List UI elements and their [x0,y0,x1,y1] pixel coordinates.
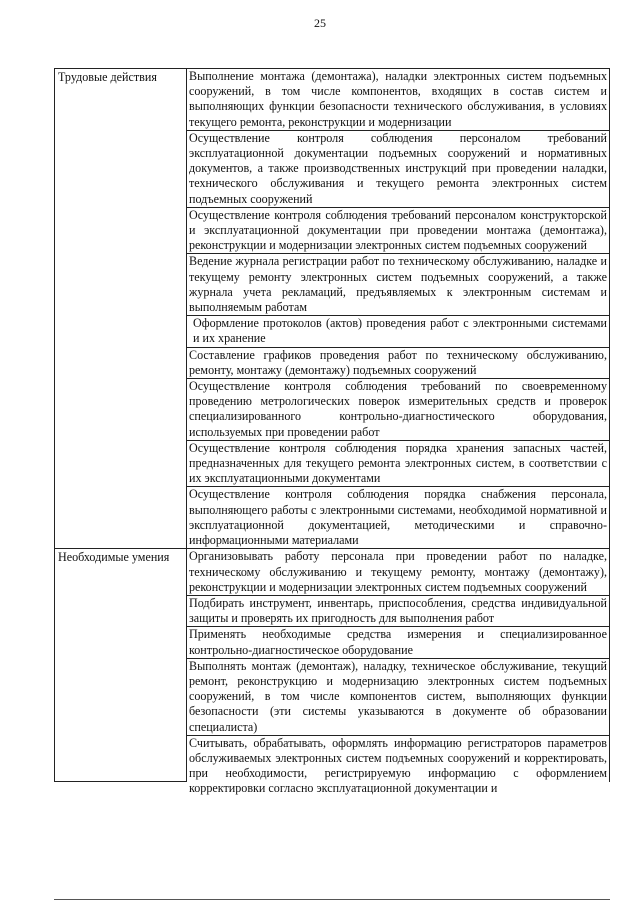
table-row [55,69,610,131]
table-cell: Оформление протоколов (актов) проведения работ с электронными системами и их хранение [187,316,610,347]
competency-table [54,68,610,796]
table-cell: Осуществление контроля соблюдения требований персоналом конструкторской и эксплуатационной документации при проведении монтажа (демонтажа), реконструкции и модернизации электронных систем подъемных сооружений [187,207,610,254]
section-label-labor-actions: Трудовые действия [55,69,187,549]
table-cell: Ведение журнала регистрации работ по техническому обслуживанию, наладке и текущему ремонту электронных систем подъемных сооружений, а также журнала учета рекламаций, предъявляемых к электронным системам и выполняемым работам [187,254,610,316]
page-bottom-rule [54,899,610,900]
table-cell: Осуществление контроля соблюдения требований по своевременному проведению метрологических поверок измерительных средств и проверок специализированного контрольно-диагностического оборудования, используемых при проведении работ [187,379,610,441]
table-cell-continued [187,735,610,796]
table-cell: Осуществление контроля соблюдения персоналом требований эксплуатационной документации подъемных сооружений и нормативных документов, а также производственных инструкций при проведении наладки, технического обслуживания и текущего ремонта электронных систем подъемных сооружений [187,130,610,207]
table-cell: Выполнять монтаж (демонтаж), наладку, техническое обслуживание, текущий ремонт, реконструкцию и модернизацию электронных систем подъемных сооружений, в том числе компонентов систем, выполняющих функции безопасности (эти системы указываются в документе об образовании специалиста) [187,658,610,735]
table-cell: Подбирать инструмент, инвентарь, приспособления, средства индивидуальной защиты и проверять их пригодность для выполнения работ [187,595,610,626]
page-number: 25 [314,16,326,30]
table-row [55,549,610,596]
table-cell: Организовывать работу персонала при проведении работ по наладке, техническому обслуживанию и текущему ремонту, монтажу (демонтажу), реконструкции и модернизации электронных систем подъемных сооружений [187,549,610,596]
table-cell: Осуществление контроля соблюдения порядка снабжения персонала, выполняющего работы с электронными системами, необходимой нормативной и эксплуатационной документацией, методическими и справочно-информационными материалами [187,487,610,549]
table-cell: Осуществление контроля соблюдения порядка хранения запасных частей, предназначенных для текущего ремонта электронных систем, в соответствии с их эксплуатационными документами [187,440,610,487]
section-label-required-skills: Необходимые умения [55,549,187,782]
table-cell: Применять необходимые средства измерения и специализированное контрольно-диагностическое оборудование [187,627,610,658]
table-cell: Составление графиков проведения работ по техническому обслуживанию, ремонту, монтажу (демонтажу) подъемных сооружений [187,347,610,378]
continued-text: Считывать, обрабатывать, оформлять информацию регистраторов параметров обслуживаемых электронных систем подъемных сооружений и корректировать, при необходимости, регистрируемую информацию с оформлением корректировки согласно эксплуатационной документации и [189,735,607,796]
table-cell: Выполнение монтажа (демонтажа), наладки электронных систем подъемных сооружений, в том числе компонентов, входящих в состав систем и выполняющих функции безопасности технического обслуживания, в условиях текущего ремонта, реконструкции и модернизации [187,69,610,131]
